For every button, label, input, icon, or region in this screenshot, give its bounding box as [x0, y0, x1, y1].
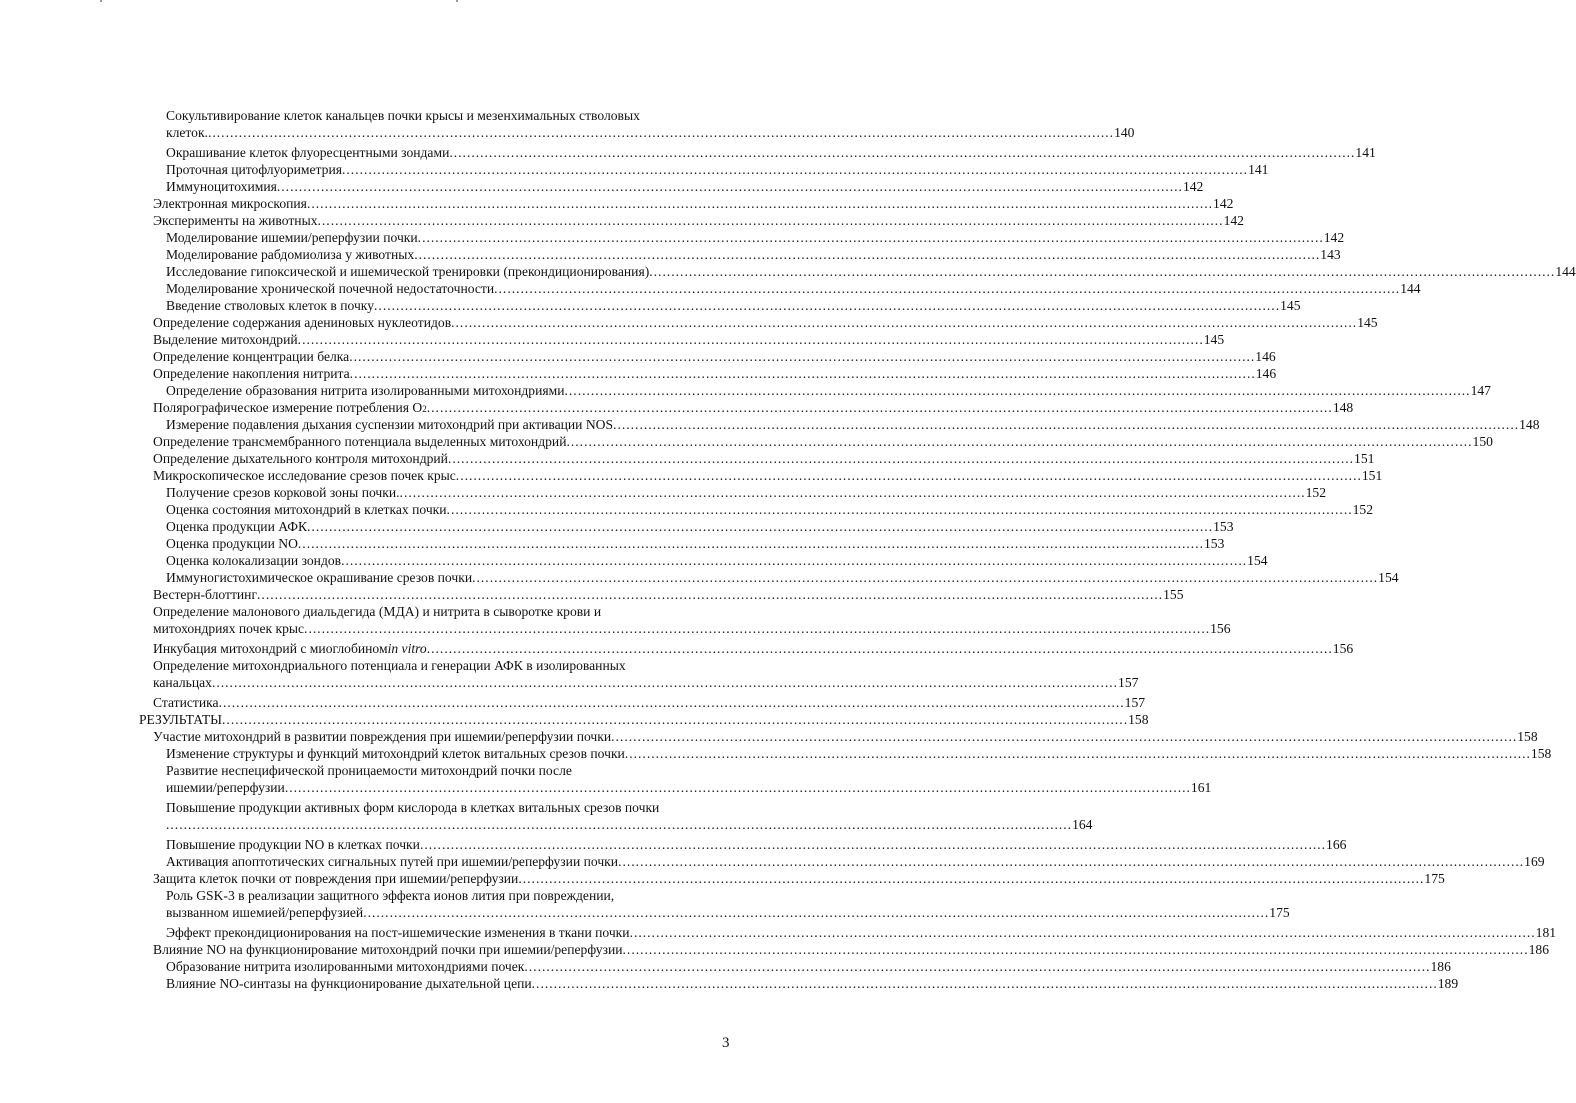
toc-entry-title: Оценка продукции АФК	[166, 519, 308, 534]
toc-page-number: 152	[1352, 502, 1374, 517]
toc-entry	[153, 331, 1225, 348]
dot-leader	[649, 263, 1555, 280]
toc-entry-title: Изменение структуры и функций митохондрий клеток витальных срезов почки	[166, 746, 625, 761]
toc-entry-title: Оценка состояния митохондрий в клетках почки	[166, 502, 447, 517]
toc-page-number: 156	[1332, 641, 1354, 656]
toc-entry	[166, 853, 1545, 870]
toc-entry-title: Выделение митохондрий	[153, 332, 298, 347]
toc-entry-title-line: Определение малонового диальдегида (МДА) и нитрита в сыворотке крови и	[153, 604, 602, 619]
toc-page-number: 154	[1247, 553, 1268, 568]
toc-entry	[166, 246, 1341, 263]
toc-entry	[153, 450, 1375, 467]
toc-entry-title: Исследование гипоксической и ишемической тренировки (прекондиционирования)	[166, 264, 650, 279]
toc-page-number: 151	[1361, 468, 1383, 483]
toc-entry	[166, 501, 1374, 518]
dot-leader	[298, 535, 1204, 552]
toc-page-number: 156	[1210, 621, 1231, 636]
dot-leader	[400, 484, 1306, 501]
toc-entry-title-line: Определение митохондриального потенциала и генерации АФК в изолированных	[153, 658, 626, 673]
toc-entry-title: Определение дыхательного контроля митохондрий	[153, 451, 448, 466]
dot-leader	[318, 212, 1224, 229]
dot-leader	[447, 501, 1353, 518]
toc-page-number: 140	[1114, 125, 1135, 140]
toc-entry-title: Полярографическое измерение потребления O	[153, 400, 423, 415]
dot-leader	[630, 924, 1536, 941]
toc-entry	[153, 586, 1184, 603]
toc-entry-title: ишемии/реперфузии	[166, 780, 285, 795]
toc-entry	[166, 924, 1557, 941]
dot-leader	[613, 416, 1519, 433]
toc-page-number: 166	[1326, 837, 1347, 852]
toc-entry	[166, 958, 1451, 975]
toc-entry	[166, 416, 1540, 433]
toc-entry-title-line: Роль GSK-3 в реализации защитного эффекта ионов лития при повреждении,	[166, 888, 615, 903]
toc-page-number: 146	[1255, 349, 1276, 364]
dot-leader	[448, 450, 1354, 467]
dot-leader	[414, 246, 1320, 263]
toc-entry-title: Моделирование хронической почечной недостаточности	[166, 281, 495, 296]
page-number: 3	[722, 1035, 730, 1051]
toc-entry-title: Эксперименты на животных	[153, 213, 318, 228]
toc-entry	[166, 762, 1212, 796]
dot-leader	[298, 331, 1204, 348]
toc-page-number: 145	[1203, 332, 1225, 347]
toc-entry-title: Образование нитрита изолированными митохондриями почек	[166, 959, 525, 974]
toc-entry-title: Иммуногистохимическое окрашивание срезов почки	[166, 570, 473, 585]
toc-entry	[166, 107, 1135, 141]
toc-entry-title: Определение трансмембранного потенциала выделенных митохондрий	[153, 434, 567, 449]
dot-leader	[341, 552, 1247, 569]
toc-page-number: 144	[1555, 264, 1576, 279]
toc-page-number: 158	[1530, 746, 1552, 761]
dot-leader	[532, 975, 1438, 992]
toc-page-number: 186	[1430, 959, 1451, 974]
dot-leader	[350, 365, 1256, 382]
toc-entry	[153, 728, 1538, 745]
dot-leader	[456, 467, 1362, 484]
toc-entry-title: Микроскопическое исследование срезов почек крыс	[153, 468, 456, 483]
toc-entry	[153, 212, 1244, 229]
toc-entry	[153, 348, 1276, 365]
dot-leader	[166, 816, 1072, 833]
dot-leader	[219, 694, 1125, 711]
toc-entry-title-line: Развитие неспецифической проницаемости митохондрий почки после	[166, 763, 572, 778]
toc-page-number: 141	[1355, 145, 1376, 160]
toc-entry-title: Определение содержания адениновых нуклеотидов	[153, 315, 452, 330]
toc-entry	[166, 297, 1301, 314]
toc-entry	[166, 975, 1459, 992]
toc-page-number: 155	[1163, 587, 1184, 602]
toc-entry-title-line: Повышение продукции активных форм кислорода в клетках витальных срезов почки	[166, 800, 660, 815]
toc-entry	[166, 745, 1552, 762]
toc-entry-title: Повышение продукции NO в клетках почки	[166, 837, 420, 852]
toc-page-number: 148	[1332, 400, 1354, 415]
toc-entry	[153, 195, 1234, 212]
dot-leader	[285, 779, 1191, 796]
toc-entry-title-line: Сокультивирование клеток канальцев почки крысы и мезенхимальных стволовых	[166, 108, 640, 123]
toc-entry	[153, 640, 1354, 657]
toc-entry	[166, 144, 1376, 161]
toc-entry	[166, 382, 1491, 399]
toc-page-number: 169	[1524, 854, 1545, 869]
toc-entry	[166, 229, 1345, 246]
toc-entry-title: Эффект прекондиционирования на пост-ишемические изменения в ткани почки	[166, 925, 630, 940]
toc-page-number: 181	[1535, 925, 1557, 940]
toc-entry	[139, 711, 1149, 728]
toc-entry-title: Получение срезов корковой зоны почки.	[166, 485, 400, 500]
toc-entry-title: Влияние NO-синтазы на функционирование дыхательной цепи	[166, 976, 532, 991]
toc-page-number: 142	[1323, 230, 1345, 245]
toc-entry-title: Моделирование ишемии/реперфузии почки	[166, 230, 418, 245]
toc-entry-title: РЕЗУЛЬТАТЫ	[139, 712, 223, 727]
subscript: 2	[422, 404, 427, 414]
toc-entry-title: Определение концентрации белка	[153, 349, 350, 364]
dot-leader	[524, 958, 1430, 975]
toc-entry-title: Окрашивание клеток флуоресцентными зондами	[166, 145, 450, 160]
dot-leader	[208, 124, 1114, 141]
toc-entry-title: Активация апоптотических сигнальных путей при ишемии/реперфузии почки	[166, 854, 619, 869]
toc-page-number: 144	[1400, 281, 1421, 296]
toc-page-number: 151	[1354, 451, 1375, 466]
toc-entry-title: Оценка продукции NO	[166, 536, 298, 551]
toc-entry	[153, 657, 1139, 691]
toc-entry-title: Инкубация митохондрий с миоглобином	[153, 641, 388, 656]
toc-entry-title: клеток.	[166, 125, 208, 140]
toc-page-number: 164	[1072, 817, 1093, 832]
toc-entry-title: вызванном ишемией/реперфузией	[166, 905, 364, 920]
toc-page-number: 150	[1472, 434, 1493, 449]
toc-entry-title: канальцах	[153, 675, 212, 690]
dot-leader	[618, 853, 1524, 870]
toc-entry-title: Электронная микроскопия	[153, 196, 307, 211]
dot-leader	[565, 382, 1471, 399]
toc-page-number: 175	[1269, 905, 1290, 920]
toc-entry	[153, 694, 1146, 711]
toc-entry	[166, 178, 1204, 195]
dot-leader	[363, 904, 1269, 921]
toc-entry	[166, 535, 1225, 552]
dot-leader	[611, 728, 1517, 745]
toc-entry-title: Определение накопления нитрита	[153, 366, 350, 381]
toc-page-number: 141	[1248, 162, 1269, 177]
dot-leader	[304, 620, 1210, 637]
toc-page-number: 157	[1124, 695, 1146, 710]
toc-page-number: 145	[1357, 315, 1378, 330]
dot-leader	[472, 569, 1378, 586]
toc-entry	[166, 518, 1234, 535]
toc-entry-title: Иммуноцитохимия	[166, 179, 277, 194]
dot-leader	[342, 161, 1248, 178]
toc-entry	[153, 365, 1277, 382]
dot-leader	[307, 195, 1213, 212]
toc-entry	[153, 433, 1493, 450]
dot-leader	[222, 711, 1128, 728]
dot-leader	[566, 433, 1472, 450]
toc-entry	[166, 161, 1269, 178]
toc-entry-title: Влияние NO на функционирование митохондрий почки при ишемии/реперфузии	[153, 942, 623, 957]
toc-page-number: 152	[1305, 485, 1327, 500]
toc-entry	[166, 552, 1268, 569]
toc-entry-title: Статистика	[153, 695, 219, 710]
toc-page-number: 153	[1203, 536, 1225, 551]
dot-leader	[307, 518, 1213, 535]
toc-page-number: 158	[1128, 712, 1149, 727]
dot-leader	[449, 144, 1355, 161]
toc-entry	[166, 836, 1347, 853]
toc-page-number: 145	[1280, 298, 1301, 313]
toc-page-number: 143	[1320, 247, 1341, 262]
dot-leader	[451, 314, 1357, 331]
toc-entry	[166, 280, 1421, 297]
toc-page-number: 154	[1378, 570, 1399, 585]
dot-leader	[427, 399, 1333, 416]
dot-leader	[625, 745, 1531, 762]
toc-entry	[166, 569, 1399, 586]
toc-entry	[166, 887, 1290, 921]
toc-page-number: 142	[1182, 179, 1204, 194]
toc-entry-title: Участие митохондрий в развитии повреждения при ишемии/реперфузии почки	[153, 729, 612, 744]
toc-entry-title: Проточная цитофлуориметрия	[166, 162, 342, 177]
toc-entry	[153, 941, 1549, 958]
dot-leader	[427, 640, 1333, 657]
toc-entry-title: митохондриях почек крыс	[153, 621, 305, 636]
toc-page-number: 142	[1223, 213, 1244, 228]
toc-page-number: 157	[1118, 675, 1139, 690]
dot-leader	[277, 178, 1183, 195]
toc-entry	[153, 870, 1445, 887]
toc-entry-title: Введение стволовых клеток в почку	[166, 298, 375, 313]
dot-leader	[257, 586, 1163, 603]
toc-entry-title: Оценка колокализации зондов	[166, 553, 342, 568]
dot-leader	[623, 941, 1529, 958]
dot-leader	[420, 836, 1326, 853]
toc-page-number: 142	[1213, 196, 1234, 211]
toc-page-number: 147	[1470, 383, 1491, 398]
toc-entry-title: Защита клеток почки от повреждения при ишемии/реперфузии	[153, 871, 519, 886]
dot-leader	[374, 297, 1280, 314]
toc-page-number: 161	[1190, 780, 1212, 795]
toc-page-number: 153	[1213, 519, 1234, 534]
dot-leader	[494, 280, 1400, 297]
toc-page-number: 158	[1517, 729, 1538, 744]
italic-text: in vitro	[387, 641, 427, 656]
toc-entry-title: Определение образования нитрита изолированными митохондриями	[166, 383, 565, 398]
toc-entry	[153, 467, 1383, 484]
toc-entry	[166, 799, 1093, 833]
toc-entry-title: Измерение подавления дыхания суспензии митохондрий при активации NOS	[166, 417, 614, 432]
toc-page-number: 146	[1255, 366, 1277, 381]
toc-entry	[153, 603, 1231, 637]
toc-entry	[166, 263, 1576, 280]
toc-entry-title: Вестерн-блоттинг	[153, 587, 258, 602]
toc-page-number: 189	[1437, 976, 1459, 991]
dot-leader	[212, 674, 1118, 691]
toc-entry	[166, 484, 1327, 501]
toc-entry-title: Моделирование рабдомиолиза у животных	[166, 247, 415, 262]
dot-leader	[518, 870, 1424, 887]
dot-leader	[349, 348, 1255, 365]
toc-page-number: 175	[1424, 871, 1445, 886]
dot-leader	[418, 229, 1324, 246]
toc-page-number: 148	[1519, 417, 1540, 432]
toc-page-number: 186	[1528, 942, 1549, 957]
toc-entry	[153, 314, 1378, 331]
